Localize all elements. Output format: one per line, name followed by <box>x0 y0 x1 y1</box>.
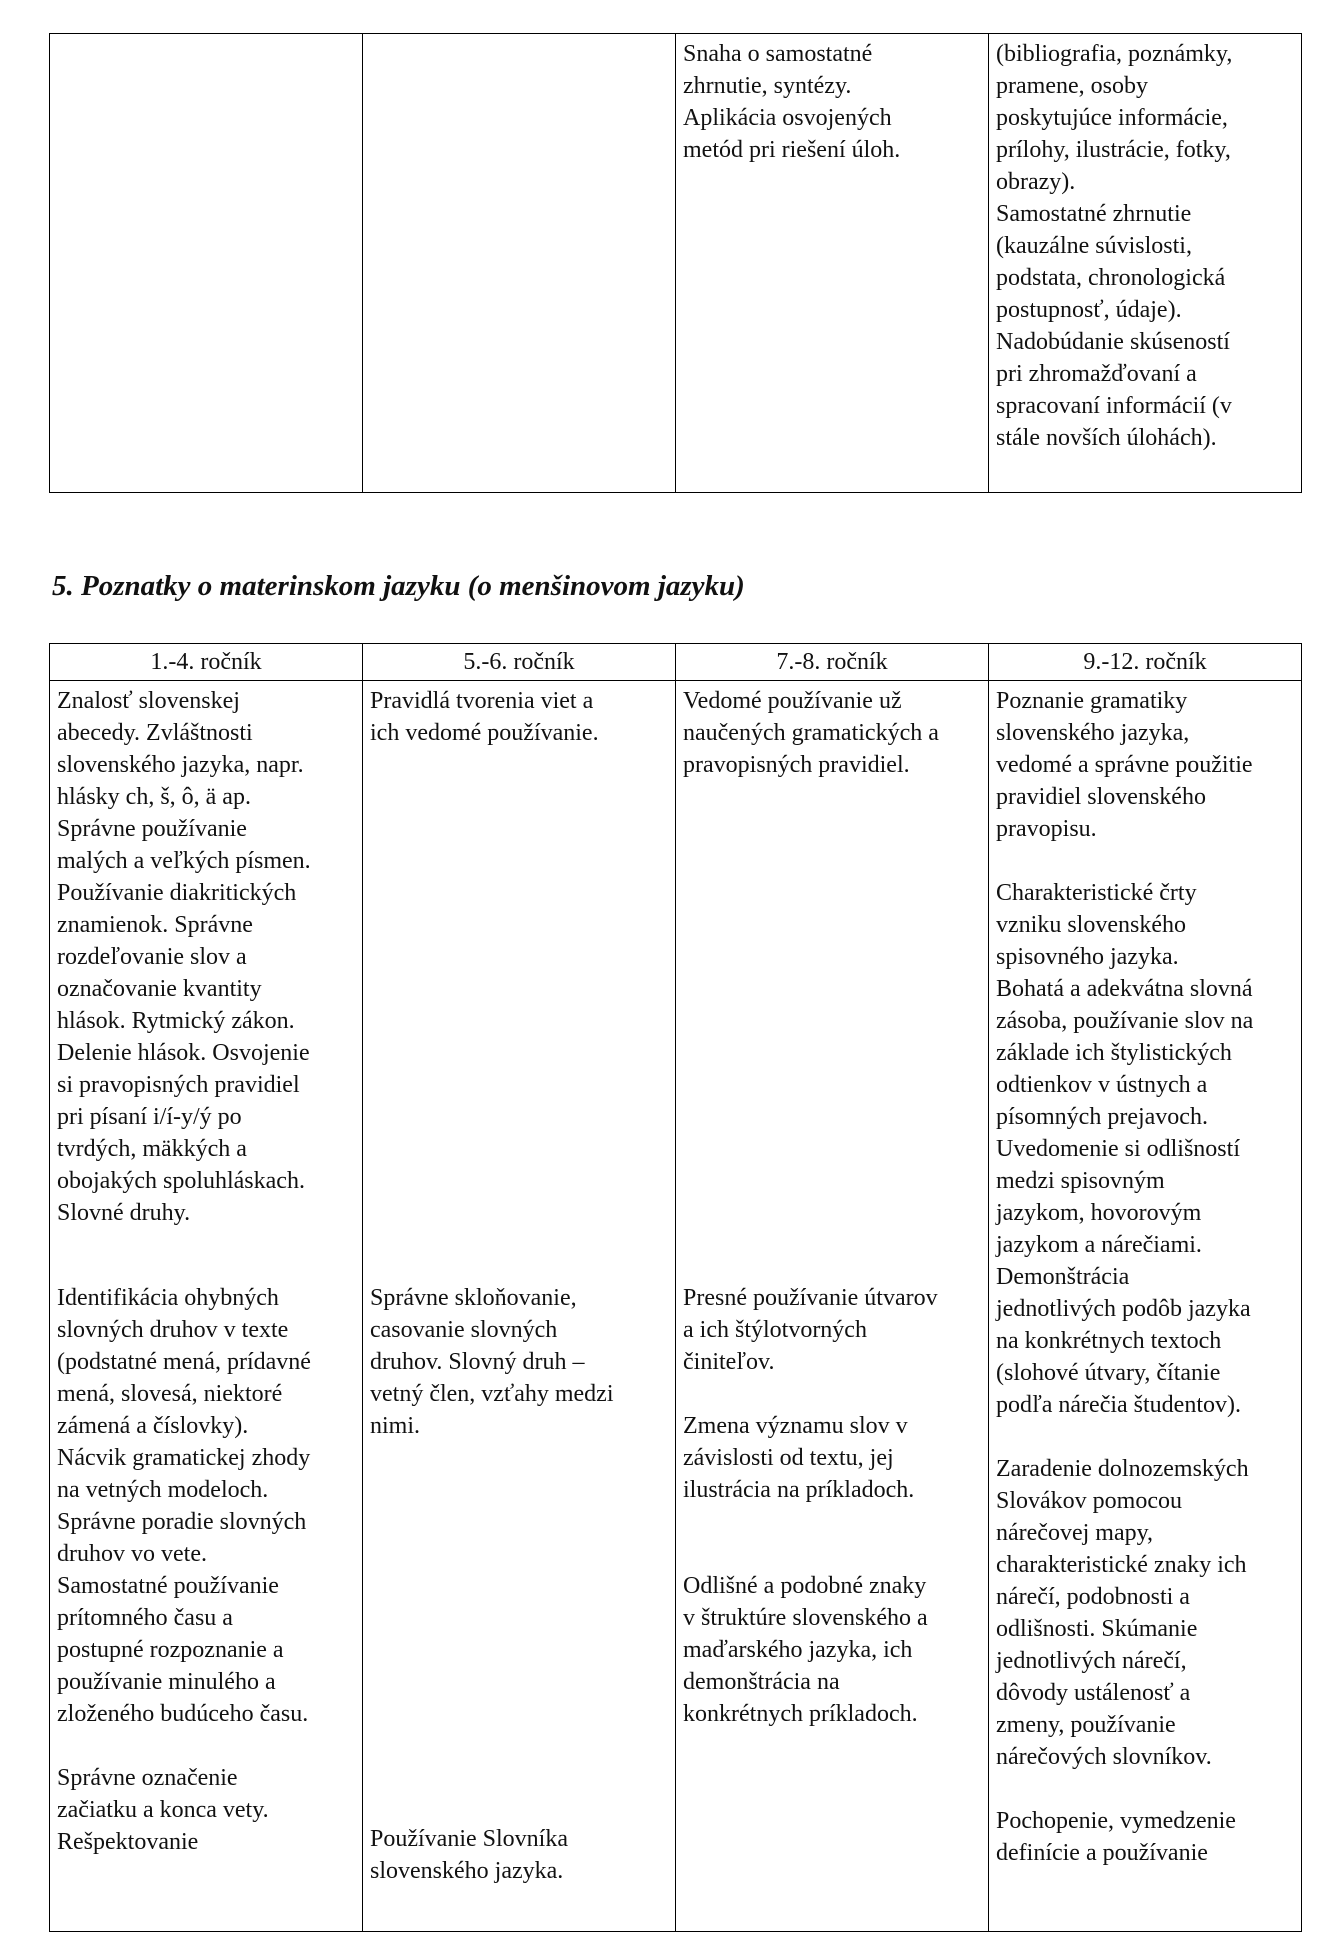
cell-paragraph: Zmena významu slov v závislosti od textu, jej ilustrácia na príkladoch. <box>683 1413 915 1503</box>
cell-paragraph: Pravidlá tvorenia viet a ich vedomé používanie. <box>370 688 599 746</box>
cell-paragraph: Aplikácia osvojených metód pri riešení úloh. <box>683 105 901 163</box>
column-header: 5.-6. ročník <box>363 644 676 681</box>
curriculum-table-continued <box>49 33 1302 493</box>
cell-paragraph: Bohatá a adekvátna slovná zásoba, používanie slov na základe ich štylistických odtienkov v ústnych a písomných prejavoch. <box>996 976 1254 1130</box>
cell-paragraph: Samostatné zhrnutie (kauzálne súvislosti, podstata, chronologická postupnosť, údaje). <box>996 201 1226 323</box>
section-heading: 5. Poznatky o materinskom jazyku (o menšinovom jazyku) <box>52 570 745 602</box>
cell-paragraph: Pochopenie, vymedzenie definície a používanie <box>996 1808 1236 1866</box>
table-header-row <box>50 644 1302 681</box>
cell-paragraph: Nadobúdanie skúseností pri zhromažďovaní a spracovaní informácií (v stále novších úlohách). <box>996 329 1232 451</box>
cell-paragraph: Poznanie gramatiky slovenského jazyka, vedomé a správne použitie pravidiel slovenského pravopisu. <box>996 688 1253 842</box>
cell-paragraph: Snaha o samostatné zhrnutie, syntézy. <box>683 41 873 99</box>
cell-paragraph: Znalosť slovenskej abecedy. Zvláštnosti slovenského jazyka, napr. hlásky ch, š, ô, ä ap. Správne používanie malých a veľkých písmen. Používanie diakritických znamienok. Správne rozdeľovanie slov a označovanie kvantity hlások. Rytmický zákon. Delenie hlások. Osvojenie si pravopisných pravidiel pri písaní i/í-y/ý po tvrdých, mäkkých a obojakých spoluhláskach. Slovné druhy. <box>57 688 311 1226</box>
cell-paragraph: Vedomé používanie už naučených gramatických a pravopisných pravidiel. <box>683 688 939 778</box>
column-header: 9.-12. ročník <box>989 644 1302 681</box>
cell-paragraph: Odlišné a podobné znaky v štruktúre slovenského a maďarského jazyka, ich demonštrácia na konkrétnych príkladoch. <box>683 1573 928 1727</box>
cell-paragraph: Zaradenie dolnozemských Slovákov pomocou nárečovej mapy, charakteristické znaky ich nárečí, podobnosti a odlišnosti. Skúmanie jednotlivých nárečí, dôvody ustálenosť a zmeny, používanie nárečových slovníkov. <box>996 1456 1249 1770</box>
table-row <box>50 681 1302 1932</box>
table-cell-col3 <box>676 34 989 493</box>
cell-paragraph: Identifikácia ohybných slovných druhov v texte (podstatné mená, prídavné mená, slovesá, niektoré zámená a číslovky). Nácvik gramatickej zhody na vetných modeloch. Správne poradie slovných druhov vo vete. Samostatné používanie prítomného času a postupné rozpoznanie a používanie minulého a zloženého budúceho času. <box>57 1285 311 1727</box>
table-cell-col1 <box>50 681 363 1932</box>
cell-paragraph: Charakteristické črty vzniku slovenského spisovného jazyka. <box>996 880 1197 970</box>
table-cell-col4 <box>989 681 1302 1932</box>
table-cell-col2 <box>363 681 676 1932</box>
table-cell-col1 <box>50 34 363 493</box>
cell-paragraph: Používanie Slovníka slovenského jazyka. <box>370 1826 568 1884</box>
cell-paragraph: Uvedomenie si odlišností medzi spisovným jazykom, hovorovým jazykom a nárečiami. Demonštrácia jednotlivých podôb jazyka na konkrétnych textoch (slohové útvary, čítanie podľa nárečia študentov). <box>996 1136 1251 1418</box>
cell-paragraph: (bibliografia, poznámky, pramene, osoby poskytujúce informácie, prílohy, ilustrácie, fotky, obrazy). <box>996 41 1233 195</box>
column-header: 7.-8. ročník <box>676 644 989 681</box>
table-cell-col3 <box>676 681 989 1932</box>
table-cell-col4 <box>989 34 1302 493</box>
table-cell-col2 <box>363 34 676 493</box>
table-row <box>50 34 1302 493</box>
cell-paragraph: Správne skloňovanie, casovanie slovných druhov. Slovný druh – vetný člen, vzťahy medzi nimi. <box>370 1285 614 1439</box>
column-header: 1.-4. ročník <box>50 644 363 681</box>
cell-paragraph: Správne označenie začiatku a konca vety. Rešpektovanie <box>57 1765 269 1855</box>
cell-paragraph: Presné používanie útvarov a ich štýlotvorných činiteľov. <box>683 1285 938 1375</box>
curriculum-table <box>49 643 1302 1932</box>
